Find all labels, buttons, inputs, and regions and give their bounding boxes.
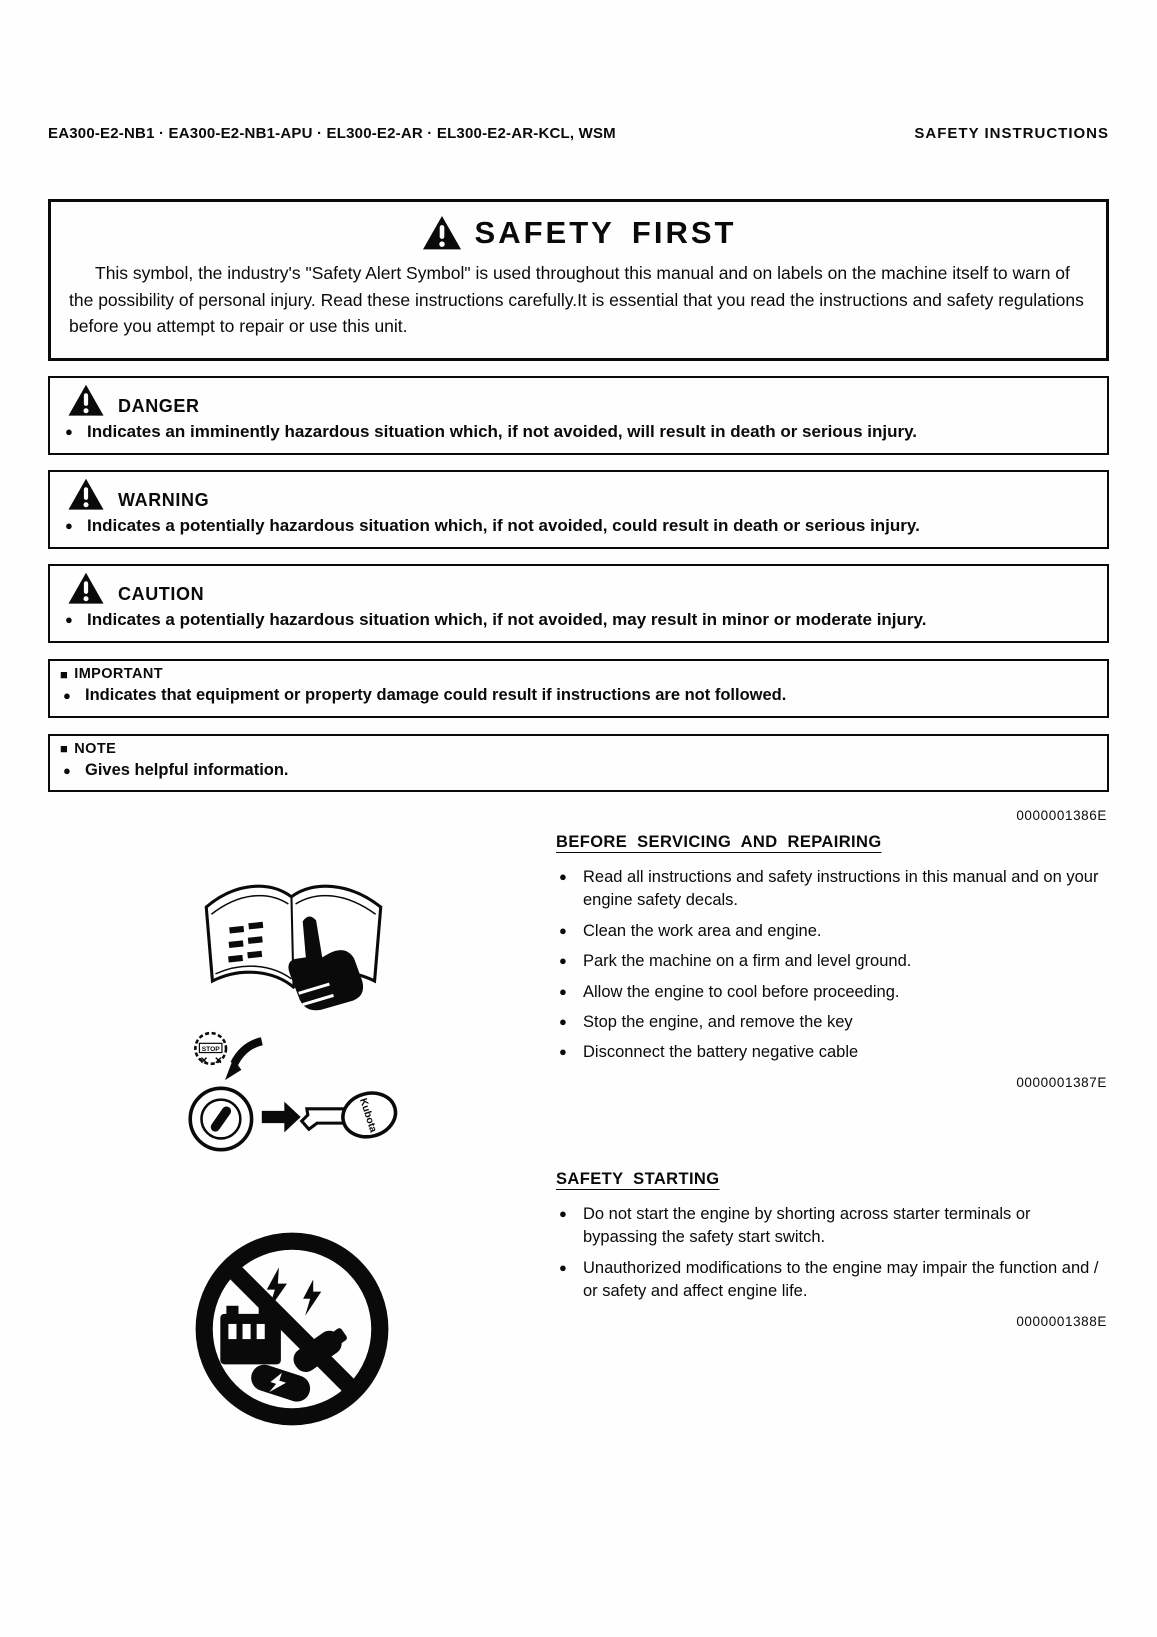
warning-heading [66, 477, 1097, 512]
bullet-icon: ● [63, 762, 71, 778]
caution-label: CAUTION [118, 583, 205, 604]
caution-text: Indicates a potentially hazardous situation which, if not avoided, may result in minor or moderate injury. [87, 609, 927, 629]
safety-starting-heading: SAFETY STARTING [556, 1169, 720, 1188]
bullet-icon: ● [559, 1014, 567, 1030]
safety-first-text: This symbol, the industry's "Safety Alert Symbol" is used throughout this manual and on labels on the machine itself to warn of the possibility of personal injury. Read these instructions carefully.It is essential that you read the instructions and safety regulations before you attempt to repair or use this unit. [69, 263, 1084, 337]
safety-first-title-row [67, 214, 1090, 252]
warning-box [48, 470, 1109, 549]
warning-text-line [62, 515, 1097, 537]
bullet-icon: ● [65, 611, 73, 627]
note-text: Gives helpful information. [85, 760, 289, 779]
list-item-text: Clean the work area and engine. [583, 921, 822, 940]
stop-label: STOP [201, 1046, 220, 1054]
no-short-circuit-figure [186, 1223, 556, 1440]
warning-triangle-icon [66, 571, 106, 606]
caution-heading [66, 571, 1097, 606]
list-item [556, 920, 1107, 943]
danger-box [48, 376, 1109, 455]
note-box [48, 734, 1109, 792]
safety-starting-list [556, 1203, 1107, 1304]
list-item [556, 1011, 1107, 1034]
list-item-text: Allow the engine to cool before proceeding. [583, 982, 900, 1001]
warning-triangle-icon [66, 383, 106, 418]
important-heading [60, 666, 1097, 682]
danger-heading [66, 383, 1097, 418]
important-box [48, 659, 1109, 717]
note-heading [60, 741, 1097, 757]
bullet-icon: ● [559, 1044, 567, 1060]
list-item [556, 1203, 1107, 1250]
danger-text: Indicates an imminently hazardous situation which, if not avoided, will result in death or serious injury. [87, 421, 917, 441]
header-model-codes: EA300-E2-NB1 · EA300-E2-NB1-APU · EL300-E2-AR · EL300-E2-AR-KCL, WSM [48, 125, 616, 142]
important-text: Indicates that equipment or property damage could result if instructions are not followed. [85, 686, 787, 705]
list-item-text: Disconnect the battery negative cable [583, 1043, 859, 1062]
list-item-text: Do not start the engine by shorting across starter terminals or bypassing the safety start switch. [583, 1204, 1031, 1247]
bullet-icon: ● [65, 517, 73, 533]
ignition-key-figure [180, 1029, 556, 1167]
danger-text-line [62, 421, 1097, 443]
manual-reading-figure [196, 866, 556, 1025]
before-servicing-heading: BEFORE SERVICING AND REPAIRING [556, 832, 882, 851]
warning-label: WARNING [118, 489, 210, 510]
note-label: NOTE [74, 740, 117, 757]
figure-code: 0000001388E [1016, 1313, 1107, 1329]
warning-text: Indicates a potentially hazardous situation which, if not avoided, could result in death or serious injury. [87, 515, 920, 535]
safety-first-box [48, 199, 1109, 361]
list-item [556, 1257, 1107, 1304]
header-section-title: SAFETY INSTRUCTIONS [914, 125, 1109, 142]
safety-alert-triangle-icon [421, 214, 463, 252]
list-item [556, 950, 1107, 973]
before-servicing-list [556, 866, 1107, 1065]
bullet-icon: ● [559, 868, 567, 884]
list-item-text: Park the machine on a firm and level ground. [583, 952, 912, 971]
important-text-line [60, 685, 1097, 706]
warning-triangle-icon [66, 477, 106, 512]
bullet-icon: ● [559, 1205, 567, 1221]
figure-code: 0000001387E [1016, 1074, 1107, 1090]
list-item-text: Unauthorized modifications to the engine may impair the function and / or safety and affect engine life. [583, 1258, 1099, 1301]
bullet-icon: ● [65, 423, 73, 439]
body-columns [48, 804, 1109, 1440]
bullet-icon: ● [63, 688, 71, 704]
bullet-icon: ● [559, 983, 567, 999]
text-column [556, 804, 1109, 1440]
list-item [556, 1041, 1107, 1064]
bullet-icon: ● [559, 953, 567, 969]
figure-code: 0000001386E [1016, 807, 1107, 823]
caution-text-line [62, 609, 1097, 631]
square-marker-icon: ■ [60, 741, 69, 756]
bullet-icon: ● [559, 922, 567, 938]
figures-column [48, 804, 556, 1440]
key-brand-label: Kubota [357, 1096, 379, 1134]
important-label: IMPORTANT [74, 666, 163, 683]
danger-label: DANGER [118, 395, 200, 416]
list-item [556, 981, 1107, 1004]
list-item-text: Read all instructions and safety instructions in this manual and on your engine safety decals. [583, 867, 1099, 910]
list-item-text: Stop the engine, and remove the key [583, 1013, 853, 1032]
square-marker-icon: ■ [60, 666, 69, 682]
bullet-icon: ● [559, 1259, 567, 1275]
list-item [556, 866, 1107, 913]
safety-first-title: SAFETY FIRST [474, 215, 737, 250]
note-text-line [60, 760, 1097, 781]
page-header [48, 125, 1109, 142]
caution-box [48, 564, 1109, 643]
